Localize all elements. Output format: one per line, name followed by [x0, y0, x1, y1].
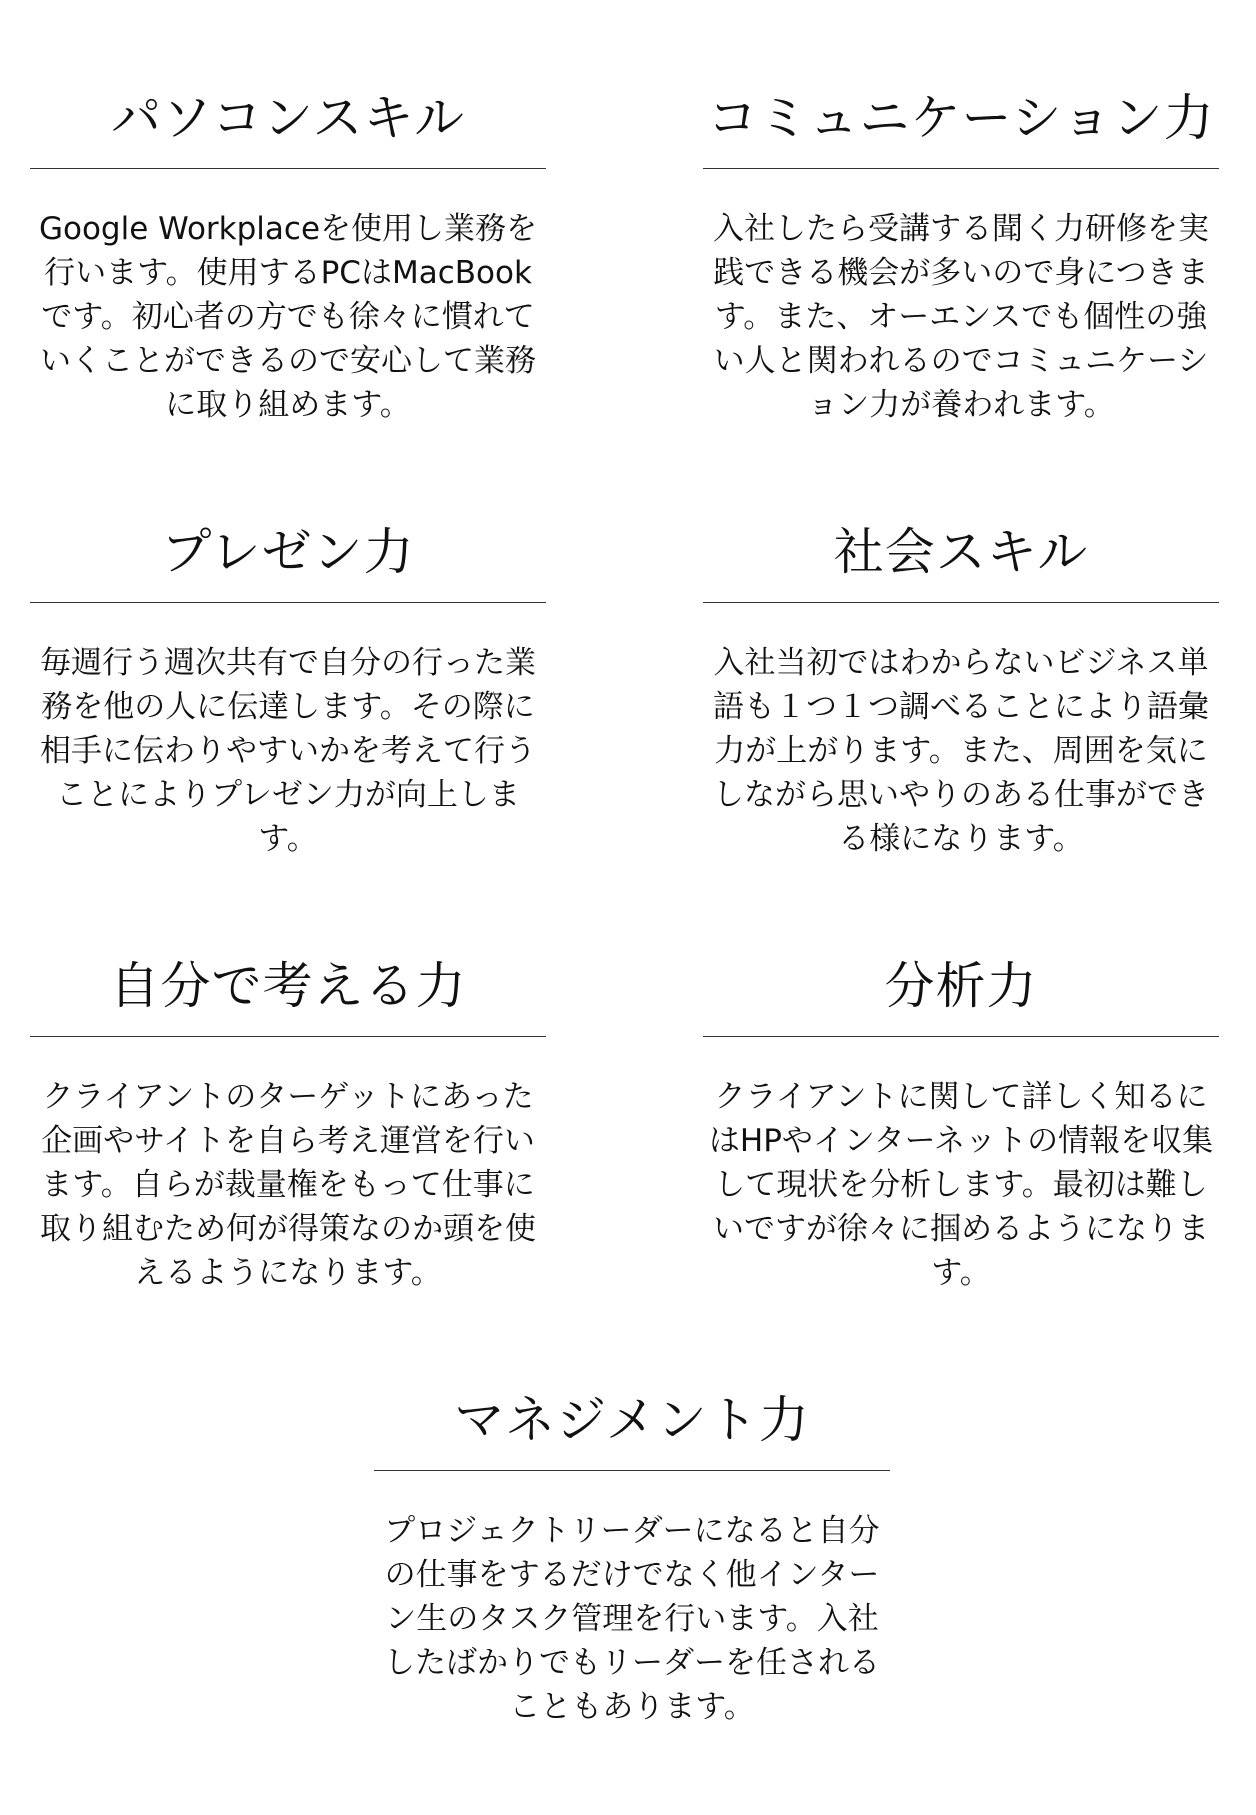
skill-card-pc-skills [30, 78, 546, 427]
title-divider [703, 602, 1219, 603]
skill-title: 分析力 [884, 957, 1038, 1015]
skill-card-independent-thinking [30, 946, 546, 1295]
skill-title: 自分で考える力 [109, 957, 467, 1015]
title-divider [30, 602, 546, 603]
skill-card-analysis [703, 946, 1219, 1295]
title-divider [374, 1470, 890, 1471]
title-divider [703, 168, 1219, 169]
title-divider [30, 168, 546, 169]
skill-title: パソコンスキル [111, 89, 465, 147]
skill-card-social-skills [703, 512, 1219, 861]
title-divider [30, 1036, 546, 1037]
skill-card-management [374, 1380, 890, 1729]
skill-description: 毎週行う週次共有で自分の行った業務を他の人に伝達します。その際に相手に伝わりやすいかを考えて行うことによりプレゼン力が向上します。 [40, 645, 536, 857]
skill-card-communication [703, 78, 1219, 427]
skill-title: マネジメント力 [454, 1391, 810, 1449]
skill-title: 社会スキル [833, 523, 1089, 581]
skill-description: クライアントのターゲットにあった企画やサイトを自ら考え運営を行います。自らが裁量権をもって仕事に取り組むため何が得策なのか頭を使えるようになります。 [40, 1079, 536, 1291]
title-divider [703, 1036, 1219, 1037]
skill-description: 入社当初ではわからないビジネス単語も１つ１つ調べることにより語彙力が上がります。また、周囲を気にしながら思いやりのある仕事ができる様になります。 [713, 645, 1209, 857]
skill-description: プロジェクトリーダーになると自分の仕事をするだけでなく他インターン生のタスク管理を行います。入社したばかりでもリーダーを任されることもあります。 [384, 1513, 880, 1725]
skill-description: 入社したら受講する聞く力研修を実践できる機会が多いので身につきます。また、オーエンスでも個性の強い人と関われるのでコミュニケーション力が養われます。 [713, 211, 1209, 423]
skill-title: プレゼン力 [161, 523, 415, 581]
skill-card-presentation [30, 512, 546, 861]
skill-title: コミュニケーション力 [707, 89, 1215, 147]
skill-description: Google Workplaceを使用し業務を行います。使用するPCはMacBookです。初心者の方でも徐々に慣れていくことができるので安心して業務に取り組めます。 [38, 211, 538, 423]
skill-description: クライアントに関して詳しく知るにはHPやインターネットの情報を収集して現状を分析します。最初は難しいですが徐々に掴めるようになります。 [708, 1079, 1214, 1291]
